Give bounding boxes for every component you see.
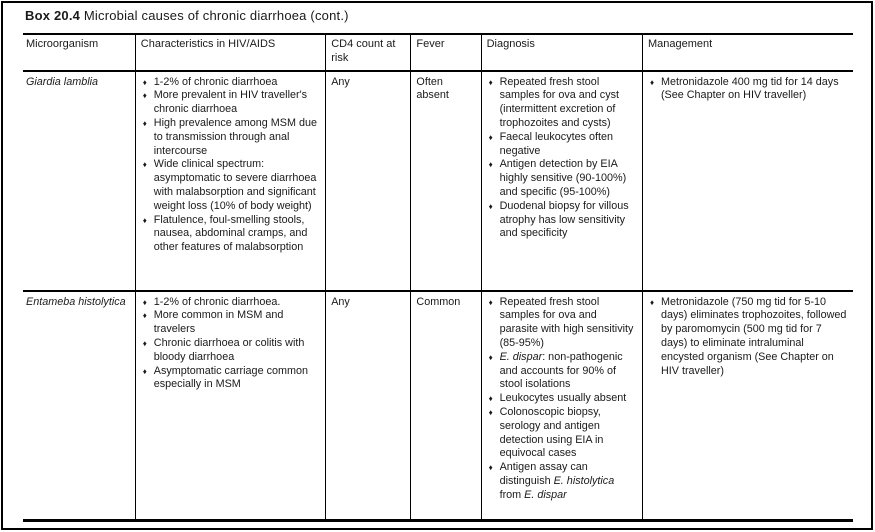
- diagnosis-bullet-item: [487, 392, 637, 406]
- microbial-causes-table: [23, 33, 853, 522]
- cell-microorganism: [23, 291, 135, 521]
- table-row: [23, 71, 853, 291]
- header-fever: Fever: [411, 34, 481, 71]
- species-name-italic: E. dispar: [524, 488, 567, 501]
- species-name-italic: E. histolytica: [553, 474, 615, 487]
- diagnosis-bullet-item: [487, 296, 637, 351]
- cell-management: [642, 291, 853, 521]
- characteristics-bullet-item: [141, 365, 320, 393]
- cell-diagnosis: [481, 291, 642, 521]
- cell-management: [642, 71, 853, 291]
- table-row: [23, 291, 853, 521]
- cell-characteristics: [135, 291, 325, 521]
- cell-microorganism: [23, 71, 135, 291]
- characteristics-bullet-text: [154, 214, 320, 255]
- text-segment: More common in MSM and travelers: [153, 309, 284, 336]
- diagnosis-bullet-text: [500, 461, 637, 502]
- bullet-icon: ♦: [142, 215, 147, 225]
- bullet-icon: ♦: [142, 311, 147, 321]
- bullet-icon: ♦: [142, 366, 147, 376]
- characteristics-bullet-text: [154, 365, 320, 393]
- diagnosis-bullet-text: [500, 296, 637, 351]
- species-name-italic: E. dispar: [499, 350, 543, 363]
- text-segment: Asymptomatic carriage common especially in MSM: [153, 364, 308, 391]
- header-characteristics: Characteristics in HIV/AIDS: [135, 34, 325, 71]
- table-header-row: [23, 34, 853, 71]
- text-segment: Duodenal biopsy for villous atrophy has low sensitivity and specificity: [499, 199, 629, 240]
- bullet-icon: ♦: [488, 394, 493, 404]
- characteristics-bullet-item: [141, 158, 320, 213]
- text-segment: Faecal leukocytes often negative: [499, 130, 614, 157]
- cell-cd4-count: Any: [326, 291, 411, 521]
- bullet-icon: ♦: [649, 77, 655, 87]
- bullet-icon: ♦: [488, 201, 493, 211]
- text-segment: Chronic diarrhoea or colitis with bloody diarrhoea: [153, 336, 305, 363]
- organism-name: Entameba histolytica: [26, 295, 126, 308]
- diagnosis-bullet-text: [500, 351, 637, 392]
- text-segment: 1-2% of chronic diarrhoea.: [153, 295, 281, 308]
- bullet-icon: ♦: [142, 118, 147, 128]
- text-segment: High prevalence among MSM due to transmission through anal intercourse: [153, 116, 318, 157]
- text-segment: Wide clinical spectrum: asymptomatic to severe diarrhoea with malabsorption and significant weight loss (10% of body weight): [153, 158, 317, 212]
- text-segment: More prevalent in HIV traveller's chronic diarrhoea: [153, 89, 308, 116]
- diagnosis-bullet-item: [487, 200, 637, 241]
- bullet-icon: ♦: [142, 91, 147, 101]
- text-segment: Antigen assay can distinguish: [499, 461, 588, 487]
- management-bullet-item: [648, 76, 848, 104]
- bullet-icon: ♦: [488, 352, 493, 362]
- characteristics-bullet-item: [141, 89, 320, 117]
- text-segment: Flatulence, foul-smelling stools, nausea, abdominal cramps, and other features of malabsorption: [153, 213, 308, 254]
- bullet-icon: ♦: [488, 132, 493, 142]
- box-number-label: Box 20.4: [25, 8, 81, 23]
- box-title: [25, 8, 349, 23]
- text-segment: Repeated fresh stool samples for ova and parasite with high sensitivity (85-95%): [499, 295, 634, 349]
- characteristics-bullet-item: [141, 76, 320, 90]
- characteristics-bullet-item: [141, 309, 320, 337]
- diagnosis-bullet-text: [500, 200, 637, 241]
- text-segment: Repeated fresh stool samples for ova and cyst (intermittent excretion of trophozoites and cysts): [499, 75, 619, 129]
- diagnosis-bullet-item: [487, 158, 637, 199]
- header-microorganism: Microorganism: [23, 34, 135, 71]
- management-bullet-text: [661, 296, 848, 379]
- diagnosis-bullet-text: [500, 76, 637, 131]
- bullet-icon: ♦: [488, 160, 493, 170]
- diagnosis-bullet-text: [500, 131, 637, 159]
- text-segment: Metronidazole (750 mg tid for 5-10 days) eliminates trophozoites, followed by paromomycin (500 mg tid for 7 days) to eliminate intraluminal encysted organism (See Chapter on HIV traveller): [660, 295, 847, 377]
- characteristics-bullet-text: [154, 89, 320, 117]
- text-segment: Leukocytes usually absent: [499, 392, 627, 405]
- characteristics-bullet-item: [141, 337, 320, 365]
- diagnosis-bullet-text: [500, 406, 637, 461]
- cell-fever: Common: [411, 291, 481, 521]
- bullet-icon: ♦: [488, 297, 493, 307]
- header-management: Management: [642, 34, 853, 71]
- cell-characteristics: [135, 71, 325, 291]
- header-diagnosis: Diagnosis: [481, 34, 642, 71]
- management-bullet-text: [661, 76, 848, 104]
- diagnosis-bullet-item: [487, 131, 637, 159]
- characteristics-bullet-text: [154, 296, 320, 310]
- diagnosis-bullet-text: [500, 158, 637, 199]
- bullet-icon: ♦: [649, 297, 655, 307]
- bullet-icon: ♦: [142, 297, 147, 307]
- cell-diagnosis: [481, 71, 642, 291]
- text-segment: Antigen detection by EIA highly sensitive (90-100%) and specific (95-100%): [499, 158, 627, 198]
- cell-cd4-count: Any: [326, 71, 411, 291]
- characteristics-bullet-item: [141, 214, 320, 255]
- bullet-icon: ♦: [488, 77, 493, 87]
- organism-name: Giardia lamblia: [26, 75, 99, 88]
- diagnosis-bullet-text: [500, 392, 637, 406]
- characteristics-bullet-text: [154, 117, 320, 158]
- text-segment: Metronidazole 400 mg tid for 14 days (See Chapter on HIV traveller): [660, 75, 839, 102]
- box-title-text: Microbial causes of chronic diarrhoea (cont.): [83, 8, 349, 23]
- characteristics-bullet-text: [154, 158, 320, 213]
- diagnosis-bullet-item: [487, 76, 637, 131]
- diagnosis-bullet-item: [487, 461, 637, 502]
- cell-fever: Often absent: [411, 71, 481, 291]
- characteristics-bullet-text: [154, 337, 320, 365]
- bullet-icon: ♦: [488, 463, 493, 473]
- characteristics-bullet-item: [141, 117, 320, 158]
- header-cd4-count: CD4 count at risk: [326, 34, 411, 71]
- text-segment: 1-2% of chronic diarrhoea: [153, 75, 278, 88]
- characteristics-bullet-text: [154, 309, 320, 337]
- bullet-icon: ♦: [142, 160, 147, 170]
- bullet-icon: ♦: [488, 407, 493, 417]
- bullet-icon: ♦: [142, 338, 147, 348]
- bullet-icon: ♦: [142, 77, 147, 87]
- management-bullet-item: [648, 296, 848, 379]
- diagnosis-bullet-item: [487, 406, 637, 461]
- characteristics-bullet-item: [141, 296, 320, 310]
- text-segment: Colonoscopic biopsy, serology and antigen detection using EIA in equivocal cases: [499, 405, 604, 460]
- text-segment: from: [499, 488, 525, 501]
- characteristics-bullet-text: [154, 76, 320, 90]
- diagnosis-bullet-item: [487, 351, 637, 392]
- text-segment: : non-pathogenic and accounts for 90% of stool isolations: [499, 350, 623, 391]
